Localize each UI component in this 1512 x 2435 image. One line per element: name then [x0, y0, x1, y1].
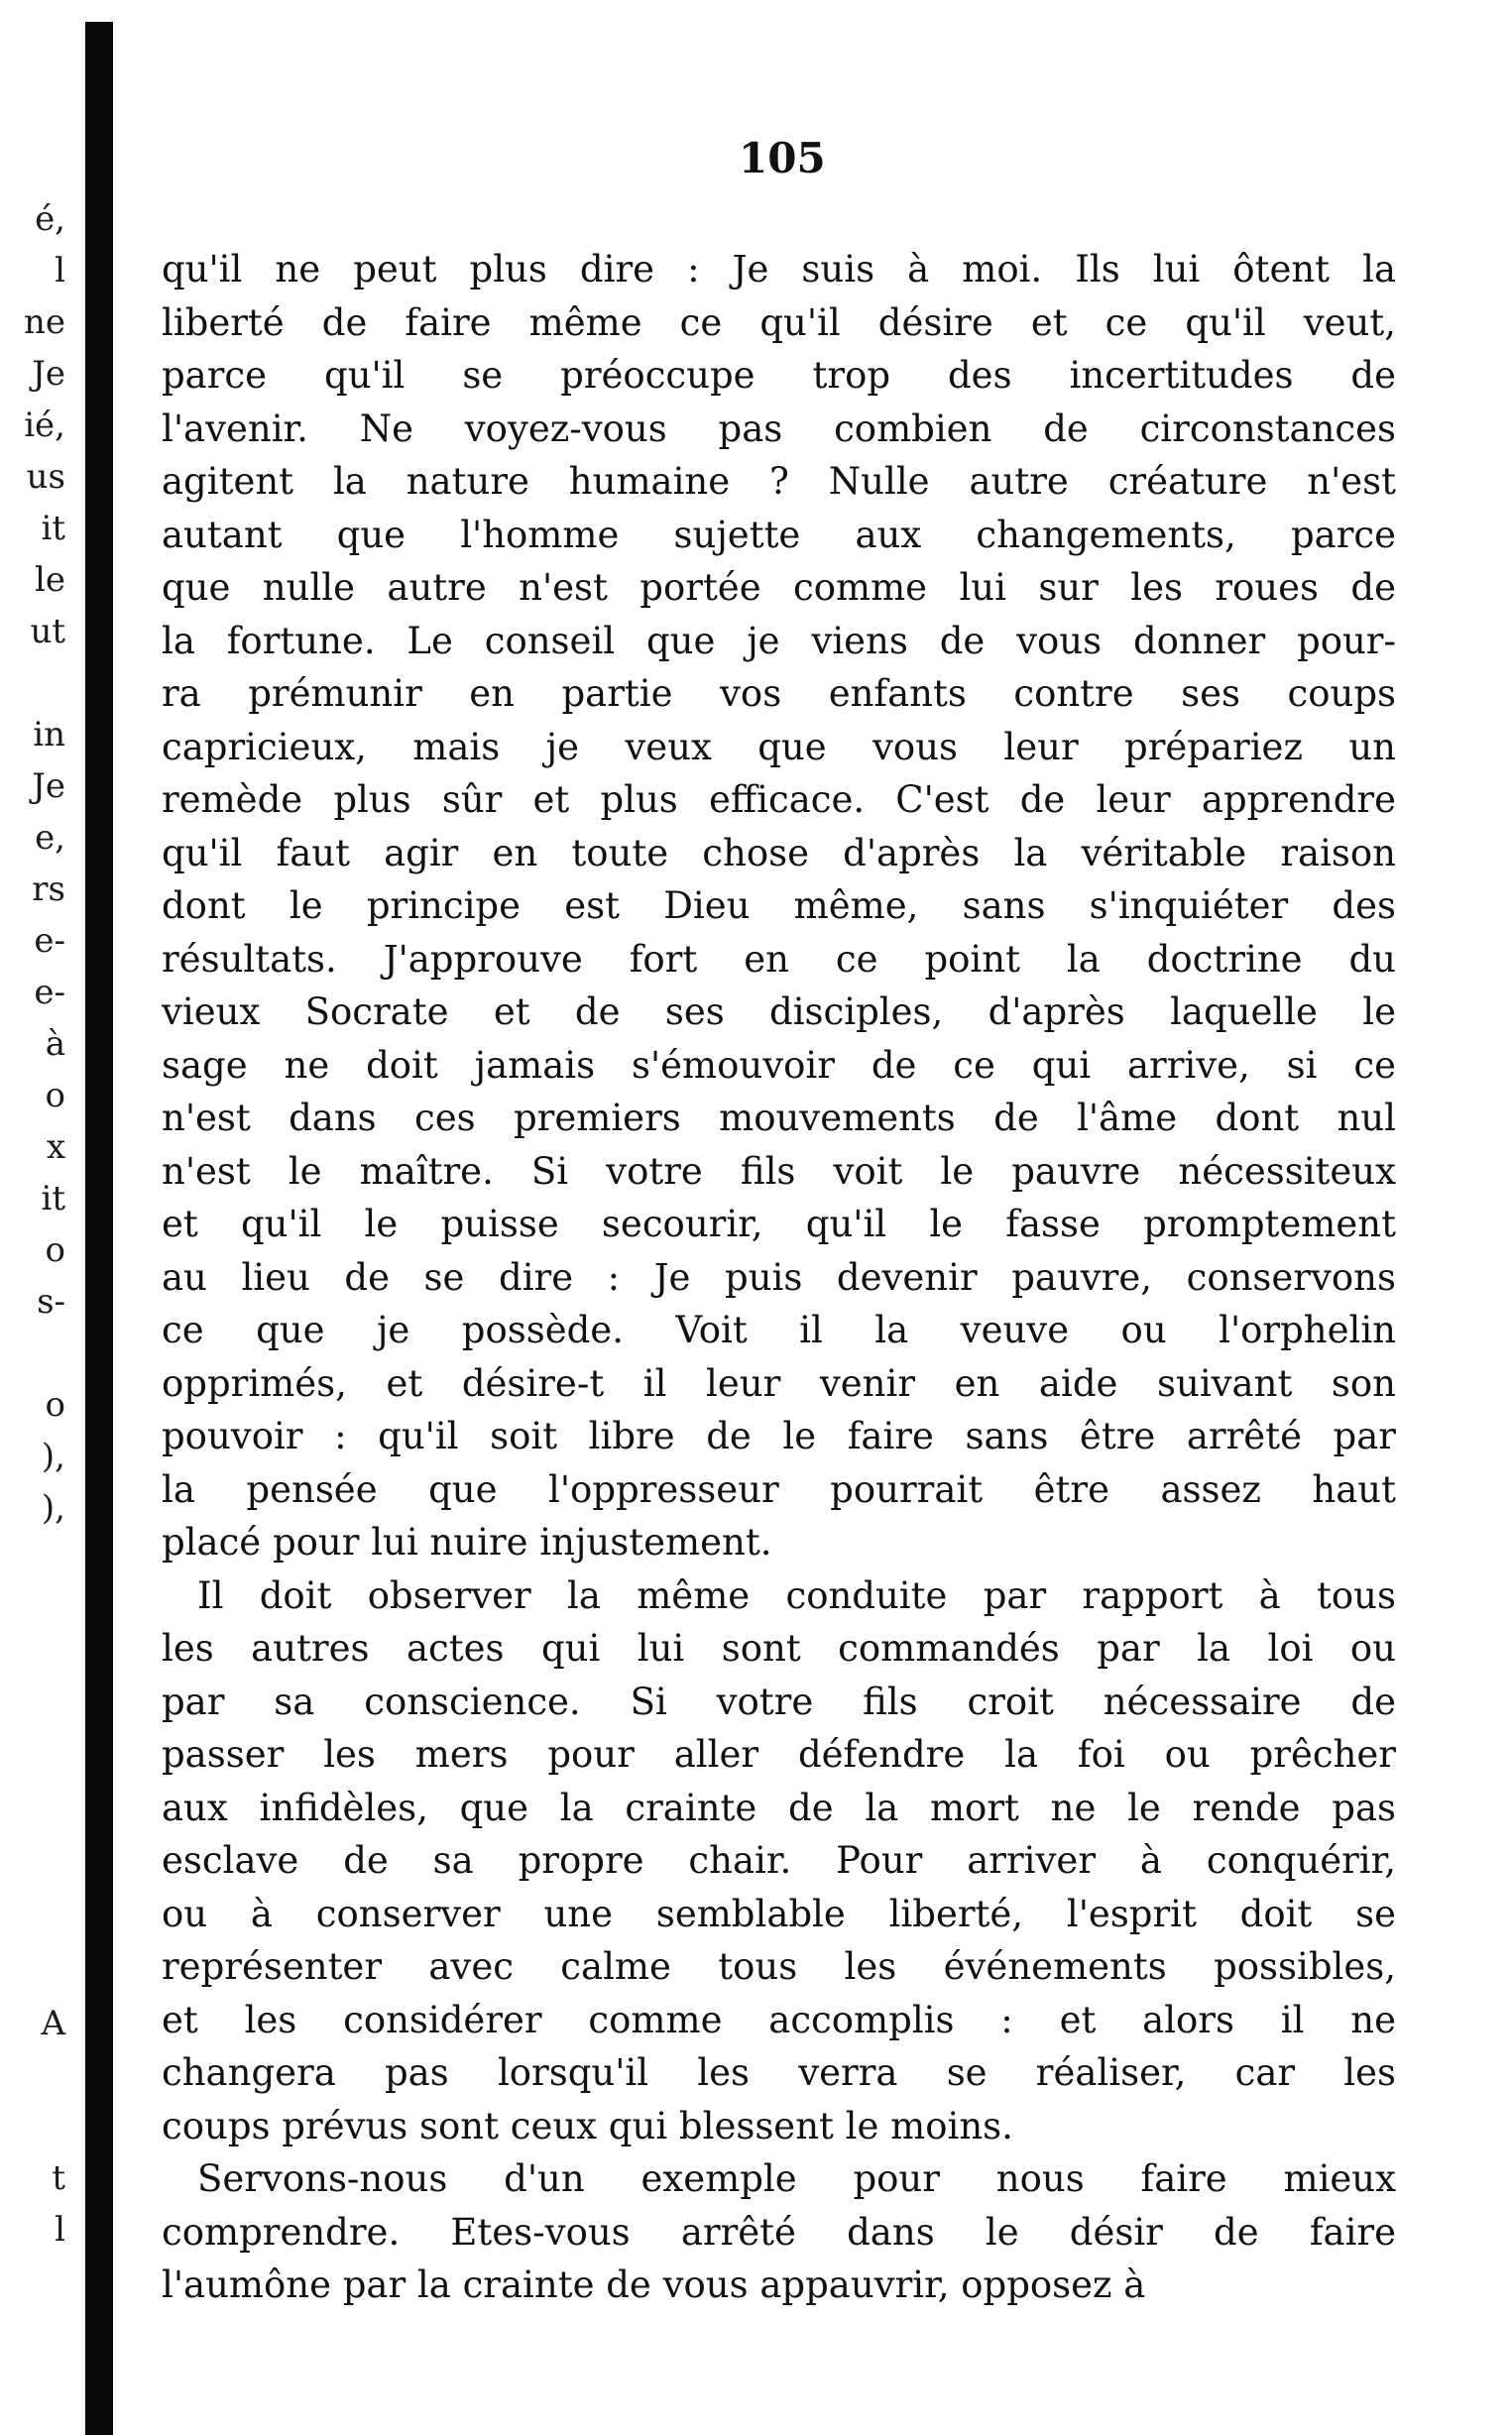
- text-line: passer les mers pour aller défendre la foi ou prêcher: [162, 1733, 1396, 1776]
- margin-fragment: it: [41, 509, 65, 548]
- margin-fragment: [0, 1328, 77, 1379]
- margin-fragment: Je: [32, 766, 65, 806]
- margin-fragment: rs: [32, 870, 65, 909]
- text-line: par sa conscience. Si votre fils croit nécessaire de: [162, 1680, 1396, 1723]
- margin-fragment: it: [41, 1179, 65, 1218]
- text-line: et les considérer comme accomplis : et alors il ne: [162, 1998, 1396, 2041]
- margin-fragment: é,: [35, 199, 65, 239]
- margin-fragment: [0, 1534, 77, 1585]
- text-line: ce que je possède. Voit il la veuve ou l'orphelin: [162, 1309, 1396, 1351]
- body-text: [162, 243, 1396, 2312]
- text-line: Servons-nous d'un exemple pour nous faire mieux: [197, 2157, 1396, 2200]
- text-line: n'est dans ces premiers mouvements de l'âme dont nul: [162, 1097, 1396, 1139]
- margin-fragment: [0, 1895, 77, 1946]
- margin-fragment: [0, 1688, 77, 1740]
- margin-fragment: e-: [34, 973, 65, 1012]
- margin-fragment: [0, 2101, 77, 2152]
- text-line: pouvoir : qu'il soit libre de le faire sans être arrêté par: [162, 1415, 1396, 1457]
- margin-fragment: l: [55, 251, 65, 290]
- text-line: la fortune. Le conseil que je viens de vous donner pour-: [162, 619, 1396, 662]
- text-line: qu'il faut agir en toute chose d'après la véritable raison: [162, 831, 1396, 874]
- text-line: sage ne doit jamais s'émouvoir de ce qui arrive, si ce: [162, 1043, 1396, 1087]
- text-line: esclave de sa propre chair. Pour arriver à conquérir,: [162, 1839, 1396, 1882]
- text-line: dont le principe est Dieu même, sans s'inquiéter des: [162, 884, 1396, 927]
- margin-fragment: [0, 657, 77, 709]
- margin-fragment: [0, 1585, 77, 1637]
- text-line: liberté de faire même ce qu'il désire et ce qu'il veut,: [162, 300, 1396, 344]
- margin-fragment: in: [33, 715, 65, 754]
- margin-fragment: o: [45, 1076, 65, 1115]
- text-line: et qu'il le puisse secourir, qu'il le fasse promptement: [162, 1203, 1396, 1245]
- text-line: placé pour lui nuire injustement.: [162, 1521, 772, 1564]
- margin-fragment: [0, 1946, 77, 1998]
- binding-shadow: [85, 22, 113, 2435]
- margin-fragment: [0, 1740, 77, 1792]
- margin-fragment: le: [35, 560, 65, 600]
- text-line: agitent la nature humaine ? Nulle autre créature n'est: [162, 460, 1396, 503]
- margin-fragment: us: [26, 457, 65, 497]
- text-line: la pensée que l'oppresseur pourrait être assez haut: [162, 1467, 1396, 1511]
- facing-page-margin-fragments: [0, 193, 77, 2250]
- page-number: 105: [739, 134, 826, 182]
- margin-fragment: ié,: [24, 406, 65, 445]
- margin-fragment: t: [52, 2158, 65, 2198]
- margin-fragment: s-: [37, 1282, 65, 1322]
- margin-fragment: ),: [41, 1437, 65, 1476]
- margin-fragment: [0, 2049, 77, 2101]
- margin-fragment: l: [55, 2210, 65, 2250]
- text-line: ou à conserver une semblable liberté, l'esprit doit se: [162, 1892, 1396, 1935]
- margin-fragment: ),: [41, 1488, 65, 1528]
- text-line: n'est le maître. Si votre fils voit le pauvre nécessiteux: [162, 1149, 1396, 1193]
- margin-fragment: x: [46, 1127, 65, 1167]
- text-line: que nulle autre n'est portée comme lui sur les roues de: [162, 566, 1396, 609]
- text-line: vieux Socrate et de ses disciples, d'après laquelle le: [162, 990, 1396, 1033]
- text-line: au lieu de se dire : Je puis devenir pauvre, conservons: [162, 1255, 1396, 1299]
- text-line: représenter avec calme tous les événements possibles,: [162, 1945, 1396, 1988]
- text-line: qu'il ne peut plus dire : Je suis à moi. Ils lui ôtent la: [162, 248, 1396, 290]
- text-line: capricieux, mais je veux que vous leur prépariez un: [162, 725, 1396, 768]
- text-line: Il doit observer la même conduite par rapport à tous: [197, 1573, 1396, 1617]
- text-line: résultats. J'approuve fort en ce point la doctrine du: [162, 937, 1396, 981]
- margin-fragment: o: [45, 1385, 65, 1425]
- text-line: autant que l'homme sujette aux changements, parce: [162, 513, 1396, 556]
- margin-fragment: ne: [23, 302, 65, 342]
- margin-fragment: [0, 1792, 77, 1843]
- text-line: opprimés, et désire-t il leur venir en aide suivant son: [162, 1361, 1396, 1405]
- margin-fragment: [0, 1843, 77, 1895]
- text-line: comprendre. Etes-vous arrêté dans le désir de faire: [162, 2210, 1396, 2254]
- text-line: remède plus sûr et plus efficace. C'est de leur apprendre: [162, 778, 1396, 821]
- margin-fragment: e-: [34, 921, 65, 961]
- text-line: l'avenir. Ne voyez-vous pas combien de circonstances: [162, 406, 1396, 450]
- margin-fragment: o: [45, 1230, 65, 1270]
- margin-fragment: e,: [35, 818, 65, 858]
- text-line: aux infidèles, que la crainte de la mort ne le rende pas: [162, 1786, 1396, 1829]
- margin-fragment: A: [41, 2004, 65, 2043]
- margin-fragment: [0, 1637, 77, 1688]
- margin-fragment: ut: [30, 612, 65, 651]
- text-line: les autres actes qui lui sont commandés par la loi ou: [162, 1627, 1396, 1670]
- text-line: ra prémunir en partie vos enfants contre ses coups: [162, 672, 1396, 715]
- margin-fragment: Je: [32, 354, 65, 394]
- text-line: coups prévus sont ceux qui blessent le moins.: [162, 2104, 1013, 2147]
- text-line: changera pas lorsqu'il les verra se réaliser, car les: [162, 2051, 1396, 2094]
- margin-fragment: à: [45, 1024, 65, 1064]
- text-line: l'aumône par la crainte de vous appauvrir, opposez à: [162, 2263, 1146, 2306]
- text-line: parce qu'il se préoccupe trop des incertitudes de: [162, 354, 1396, 397]
